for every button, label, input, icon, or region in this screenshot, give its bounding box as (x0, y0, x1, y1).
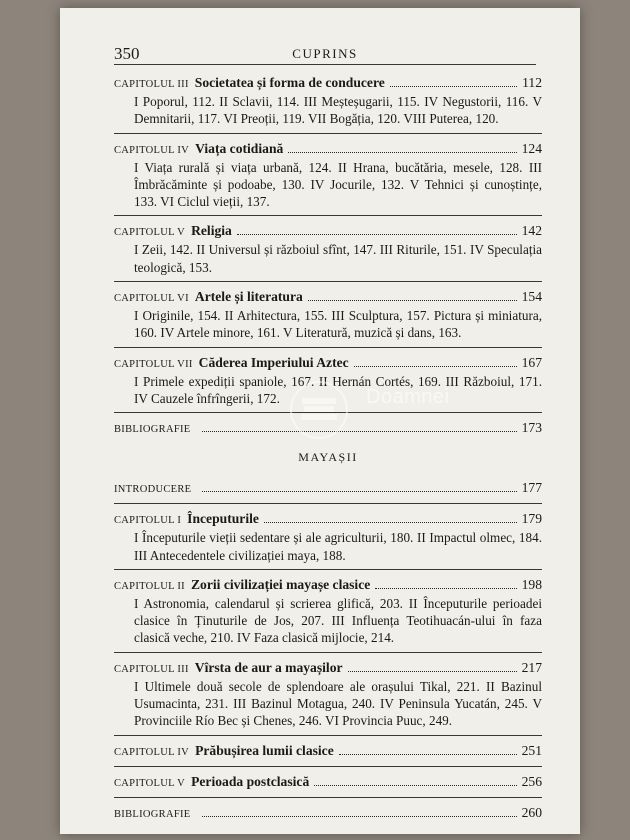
leader-dots (339, 754, 517, 755)
divider (114, 735, 542, 736)
bibliography-label: BIBLIOGRAFIE (114, 424, 191, 436)
chapter-label: CAPITOLUL III (114, 79, 189, 90)
toc-entry-chapter-3-aztec[interactable] (114, 74, 542, 128)
chapter-subsections: I Ultimele două secole de splendoare ale orașului Tikal, 221. II Bazinul Usumacinta, 231. III Bazinul Motagua, 240. IV Peninsula Yucatán, 245. V Provinciile Río Bec și Chenes, 246. VI Provincia Puuc, 249. (134, 678, 542, 729)
toc-entry-chapter-6-aztec[interactable] (114, 288, 542, 342)
leader-dots (348, 671, 517, 672)
chapter-page: 179 (521, 511, 542, 527)
bibliography-label: BIBLIOGRAFIE (114, 808, 191, 820)
divider (114, 503, 542, 504)
chapter-page: 198 (521, 576, 542, 592)
chapter-page: 154 (521, 289, 542, 305)
bibliography-page: 173 (521, 420, 542, 436)
toc-entry-chapter-2-maya[interactable] (114, 576, 542, 647)
chapter-title: Prăbușirea lumii clasice (195, 742, 334, 758)
running-title: CUPRINS (292, 46, 358, 61)
toc-entry-chapter-4-maya[interactable] (114, 742, 542, 761)
chapter-title: Perioada postclasică (191, 773, 310, 789)
toc-entry-bibliography-maya[interactable] (114, 804, 542, 823)
introduction-page: 177 (521, 480, 542, 496)
chapter-page: 256 (521, 773, 542, 789)
divider (114, 215, 542, 216)
chapter-page: 124 (521, 140, 542, 156)
chapter-label: CAPITOLUL II (114, 580, 185, 592)
chapter-title: Începuturile (187, 511, 259, 527)
chapter-label: CAPITOLUL III (114, 663, 189, 675)
chapter-title: Zorii civilizației mayașe clasice (190, 576, 371, 592)
chapter-title: Artele și literatura (194, 289, 303, 305)
chapter-subsections: I Primele expediții spaniole, 167. II Hernán Cortés, 169. III Războiul, 171. IV Cauzele înfrîngerii, 172. (134, 373, 542, 406)
toc-entry-chapter-1-maya[interactable] (114, 510, 542, 564)
page-header (114, 40, 536, 65)
chapter-title: Societatea și forma de conducere (194, 75, 385, 90)
toc-entry-chapter-4-aztec[interactable] (114, 140, 542, 211)
chapter-subsections: I Poporul, 112. II Sclavii, 114. III Meșteșugarii, 115. IV Negustorii, 116. V Demnitarii, 117. VI Preoții, 119. VII Bogăția, 120. VIII Puterea, 120. (134, 94, 542, 127)
leader-dots (202, 816, 517, 817)
chapter-page: 142 (521, 223, 542, 239)
toc-entry-introduction[interactable] (114, 479, 542, 498)
page-number: 350 (114, 44, 140, 63)
section-heading: MAYAȘII (298, 450, 358, 465)
chapter-subsections: I Începuturile vieții sedentare și ale agriculturii, 180. II Impactul olmec, 184. III Antecedentele civilizației maya, 188. (134, 530, 542, 563)
divider (114, 347, 542, 348)
chapter-title: Viața cotidiană (195, 140, 284, 156)
chapter-title: Vîrsta de aur a mayașilor (194, 659, 343, 675)
chapter-page: 251 (521, 742, 542, 758)
leader-dots (288, 152, 516, 153)
divider (114, 569, 542, 570)
leader-dots (390, 86, 517, 87)
chapter-subsections: I Astronomia, calendarul și scrierea glifică, 203. II Începuturile perioadei clasice în Ținuturile de Jos, 207. III Influența Teotihuacán-ului în faza clasică veche, 210. IV Faza clasică mijlocie, 214. (134, 595, 542, 646)
toc-entry-chapter-5-maya[interactable] (114, 773, 542, 792)
chapter-subsections: I Viața rurală și viața urbană, 124. II Hrana, bucătăria, mesele, 128. III Îmbrăcăminte și podoabe, 130. IV Jocurile, 132. V Tehnici și cunoștințe, 133. VI Ciclul vieții, 137. (134, 159, 542, 210)
leader-dots (314, 785, 516, 786)
chapter-subsections: I Zeii, 142. II Universul și războiul sfînt, 147. III Riturile, 151. IV Speculația teologică, 153. (134, 242, 542, 275)
divider (114, 281, 542, 282)
bibliography-page: 260 (521, 804, 542, 820)
toc-entry-chapter-5-aztec[interactable] (114, 222, 542, 276)
chapter-label: CAPITOLUL V (114, 777, 186, 789)
chapter-page: 167 (521, 354, 542, 370)
divider (114, 133, 542, 134)
watermark-books-icon (274, 380, 364, 440)
leader-dots (308, 300, 517, 301)
leader-dots (237, 234, 517, 235)
divider (114, 652, 542, 653)
watermark-text: Doamnei (366, 386, 450, 408)
chapter-label: CAPITOLUL IV (114, 144, 190, 156)
toc-entry-chapter-3-maya[interactable] (114, 659, 542, 730)
leader-dots (354, 366, 517, 367)
divider (114, 766, 542, 767)
leader-dots (375, 588, 516, 589)
chapter-title: Căderea Imperiului Aztec (198, 354, 349, 370)
chapter-subsections: I Originile, 154. II Arhitectura, 155. III Sculptura, 157. Pictura și miniatura, 160. IV Artele minore, 161. V Literatură, muzică și dans, 163. (134, 308, 542, 341)
chapter-label: CAPITOLUL VI (114, 293, 189, 305)
chapter-label: CAPITOLUL VII (114, 358, 193, 370)
chapter-title: Religia (191, 223, 232, 239)
chapter-page: 112 (522, 75, 542, 90)
book-page (60, 8, 580, 834)
chapter-label: CAPITOLUL V (114, 227, 186, 239)
chapter-label: CAPITOLUL I (114, 515, 182, 527)
leader-dots (202, 491, 516, 492)
divider (114, 797, 542, 798)
introduction-label: INTRODUCERE (114, 484, 192, 496)
chapter-page: 217 (521, 659, 542, 675)
chapter-label: CAPITOLUL IV (114, 746, 190, 758)
table-of-contents (114, 74, 542, 826)
leader-dots (264, 522, 517, 523)
